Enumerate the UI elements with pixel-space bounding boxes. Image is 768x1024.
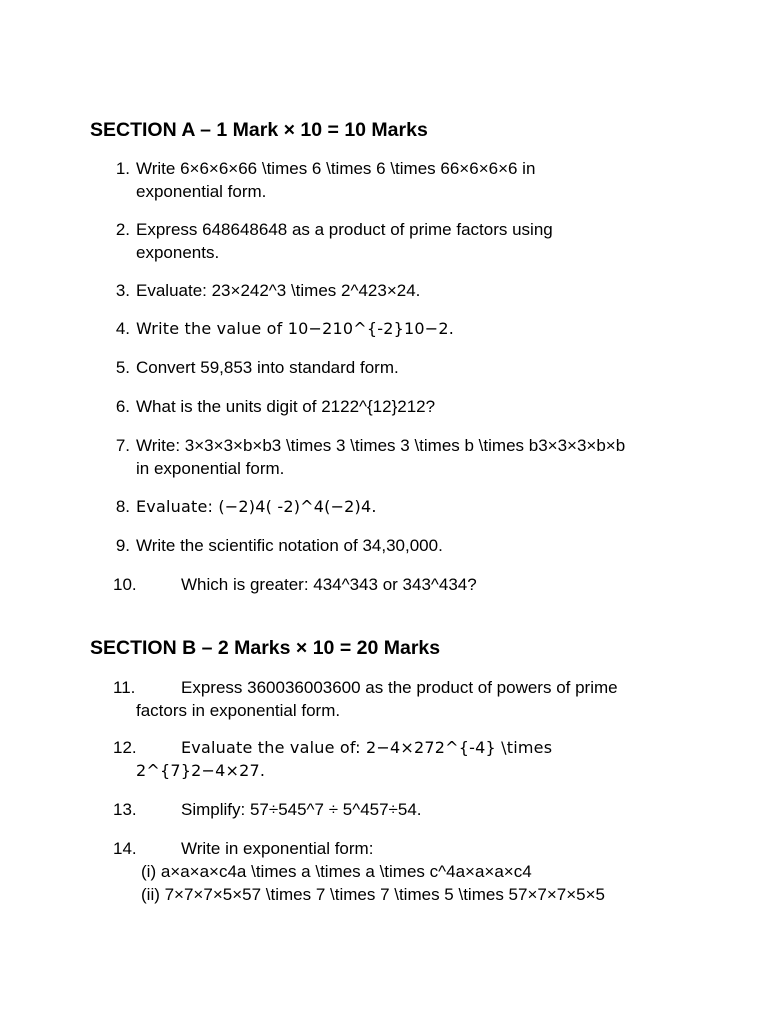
section-a-heading: SECTION A – 1 Mark × 10 = 10 Marks (90, 119, 428, 141)
question-text: What is the units digit of 2122^{12}212? (136, 397, 436, 416)
question-text: Evaluate: (−2)4( -2)^4(−2)4. (136, 497, 377, 516)
question-number: 7. (115, 436, 130, 455)
question-text: Write 6×6×6×66 \times 6 \times 6 \times 66×6×6×6 in exponential form. (136, 159, 536, 201)
question-number: 1. (115, 159, 130, 178)
question-number: 8. (115, 497, 130, 516)
question-text: Write the scientific notation of 34,30,000. (136, 536, 443, 555)
sub-question-i: (i) a×a×a×c4a \times a \times a \times c^4a×a×a×c4 (141, 862, 532, 881)
question-text: Evaluate the value of: 2−4×272^{-4} \times (181, 738, 553, 757)
question-text: Express 360036003600 as the product of powers of prime (181, 678, 618, 697)
question-number: 2. (115, 220, 130, 239)
question-number: 3. (115, 281, 130, 300)
question-text: Evaluate: 23×242^3 \times 2^423×24. (136, 281, 421, 300)
question-text: Which is greater: 434^343 or 343^434? (181, 575, 477, 594)
question-text-continued: 2^{7}2−4×27. (136, 761, 266, 780)
question-text: Convert 59,853 into standard form. (136, 358, 399, 377)
question-text: Write: 3×3×3×b×b3 \times 3 \times 3 \times b \times b3×3×3×b×b in exponential form. (136, 436, 626, 478)
question-text-continued: factors in exponential form. (136, 701, 341, 720)
question-number: 11. (113, 678, 136, 697)
question-number: 14. (113, 839, 137, 858)
question-number: 4. (115, 319, 130, 338)
section-b-heading: SECTION B – 2 Marks × 10 = 20 Marks (90, 637, 441, 659)
sub-question-ii: (ii) 7×7×7×5×57 \times 7 \times 7 \times 5 \times 57×7×7×5×5 (141, 885, 605, 904)
question-text: Simplify: 57÷545^7 ÷ 5^457÷54. (181, 800, 422, 819)
question-number: 12. (113, 738, 137, 757)
question-number: 13. (113, 800, 137, 819)
question-number: 9. (115, 536, 130, 555)
question-text: Write in exponential form: (181, 839, 374, 858)
question-number: 5. (115, 358, 130, 377)
question-text: Express 648648648 as a product of prime factors using exponents. (136, 220, 553, 262)
question-number: 6. (115, 397, 130, 416)
question-number: 10. (113, 575, 137, 594)
question-text: Write the value of 10−210^{-2}10−2. (136, 319, 455, 338)
